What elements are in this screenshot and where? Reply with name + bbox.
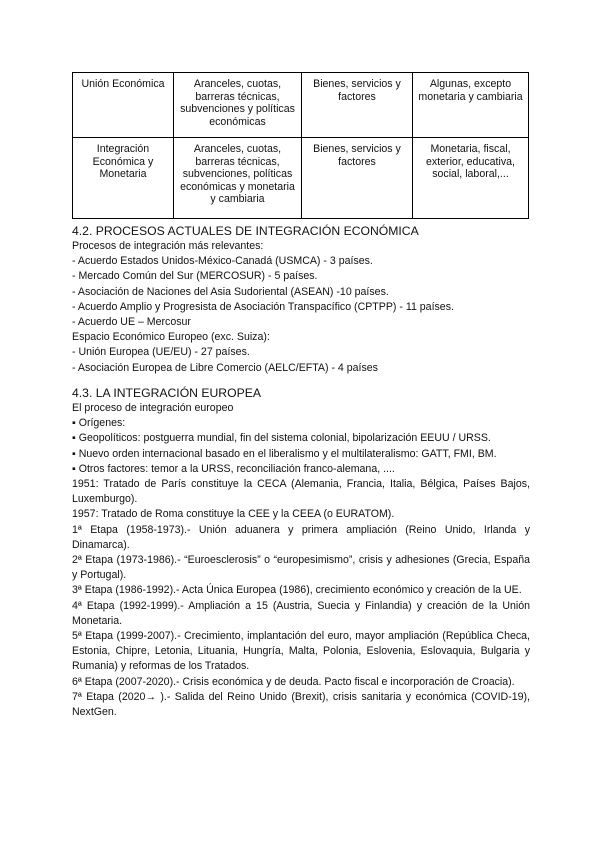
list-item: - Acuerdo UE – Mercosur xyxy=(72,316,191,329)
table-cell: Bienes, servicios y factores xyxy=(302,73,413,138)
section-4-3 xyxy=(72,386,530,720)
bullet-item: ▪ Otros factores: temor a la URSS, reconciliación franco-alemana, .... xyxy=(72,462,395,475)
table-cell: Aranceles, cuotas, barreras técnicas, subvenciones y políticas económicas xyxy=(174,73,302,138)
list-item: - Asociación de Naciones del Asia Sudoriental (ASEAN) -10 países. xyxy=(72,285,389,298)
paragraph: 1ª Etapa (1958-1973).- Unión aduanera y primera ampliación (Reino Unido, Irlanda y Dinamarca). xyxy=(72,523,530,551)
paragraph: 2ª Etapa (1973-1986).- “Euroesclerosis” o “europesimismo”, crisis y adhesiones (Grecia, España y Portugal). xyxy=(72,554,530,582)
bullet-item: ▪ Orígenes: xyxy=(72,417,126,430)
table-row xyxy=(73,73,529,138)
paragraph: 1951: Tratado de París constituye la CECA (Alemania, Francia, Italia, Bélgica, Países Bajos, Luxemburgo). xyxy=(72,478,530,506)
text-line: Procesos de integración más relevantes: xyxy=(72,240,264,252)
bullet-item: ▪ Nuevo orden internacional basado en el liberalismo y el multilateralismo: GATT, FMI, BM. xyxy=(72,447,497,460)
list-item: - Asociación Europea de Libre Comercio (AELC/EFTA) - 4 países xyxy=(72,361,378,374)
integration-table xyxy=(72,72,529,219)
text-line: El proceso de integración europeo xyxy=(72,402,234,414)
paragraph: 4ª Etapa (1992-1999).- Ampliación a 15 (Austria, Suecia y Finlandia) y creación de la Unión Monetaria. xyxy=(72,599,530,627)
table-cell: Algunas, excepto monetaria y cambiaria xyxy=(413,73,529,138)
paragraph: 5ª Etapa (1999-2007).- Crecimiento, implantación del euro, mayor ampliación (República Checa, Estonia, Chipre, Letonia, Lituania, Hungría, Malta, Polonia, Eslovenia, Eslovaquia, Bulgaria y Rumania) y reformas de los Tratados. xyxy=(72,630,530,673)
table-cell: Unión Económica xyxy=(73,73,174,138)
paragraph: 3ª Etapa (1986-1992).- Acta Única Europea (1986), crecimiento económico y creación de la UE. xyxy=(72,584,522,597)
section-heading: 4.3. LA INTEGRACIÓN EUROPEA xyxy=(72,386,261,400)
list-item: - Acuerdo Estados Unidos-México-Canadá (USMCA) - 3 países. xyxy=(72,255,373,268)
section-4-2 xyxy=(72,224,530,376)
section-heading: 4.2. PROCESOS ACTUALES DE INTEGRACIÓN ECONÓMICA xyxy=(72,224,419,238)
table-cell: Aranceles, cuotas, barreras técnicas, subvenciones, políticas económicas y monetaria y cambiaria xyxy=(174,138,302,219)
list-item: - Mercado Común del Sur (MERCOSUR) - 5 países. xyxy=(72,270,318,283)
list-item: - Unión Europea (UE/EU) - 27 países. xyxy=(72,346,250,359)
list-item: - Acuerdo Amplio y Progresista de Asociación Transpacífico (CPTPP) - 11 países. xyxy=(72,300,454,313)
bullet-item: ▪ Geopolíticos: postguerra mundial, fin del sistema colonial, bipolarización EEUU / URSS. xyxy=(72,432,491,445)
table-cell: Bienes, servicios y factores xyxy=(302,138,413,219)
table-cell: Integración Económica y Monetaria xyxy=(73,138,174,219)
paragraph: 7ª Etapa (2020→ ).- Salida del Reino Unido (Brexit), crisis sanitaria y económica (COVID-19), NextGen. xyxy=(72,690,530,719)
paragraph: 6ª Etapa (2007-2020).- Crisis económica y de deuda. Pacto fiscal e incorporación de Croacia). xyxy=(72,675,515,688)
table-cell: Monetaria, fiscal, exterior, educativa, social, laboral,... xyxy=(413,138,529,219)
table-row xyxy=(73,138,529,219)
paragraph: 1957: Tratado de Roma constituye la CEE y la CEEA (o EURATOM). xyxy=(72,508,395,521)
text-line: Espacio Económico Europeo (exc. Suiza): xyxy=(72,331,270,344)
